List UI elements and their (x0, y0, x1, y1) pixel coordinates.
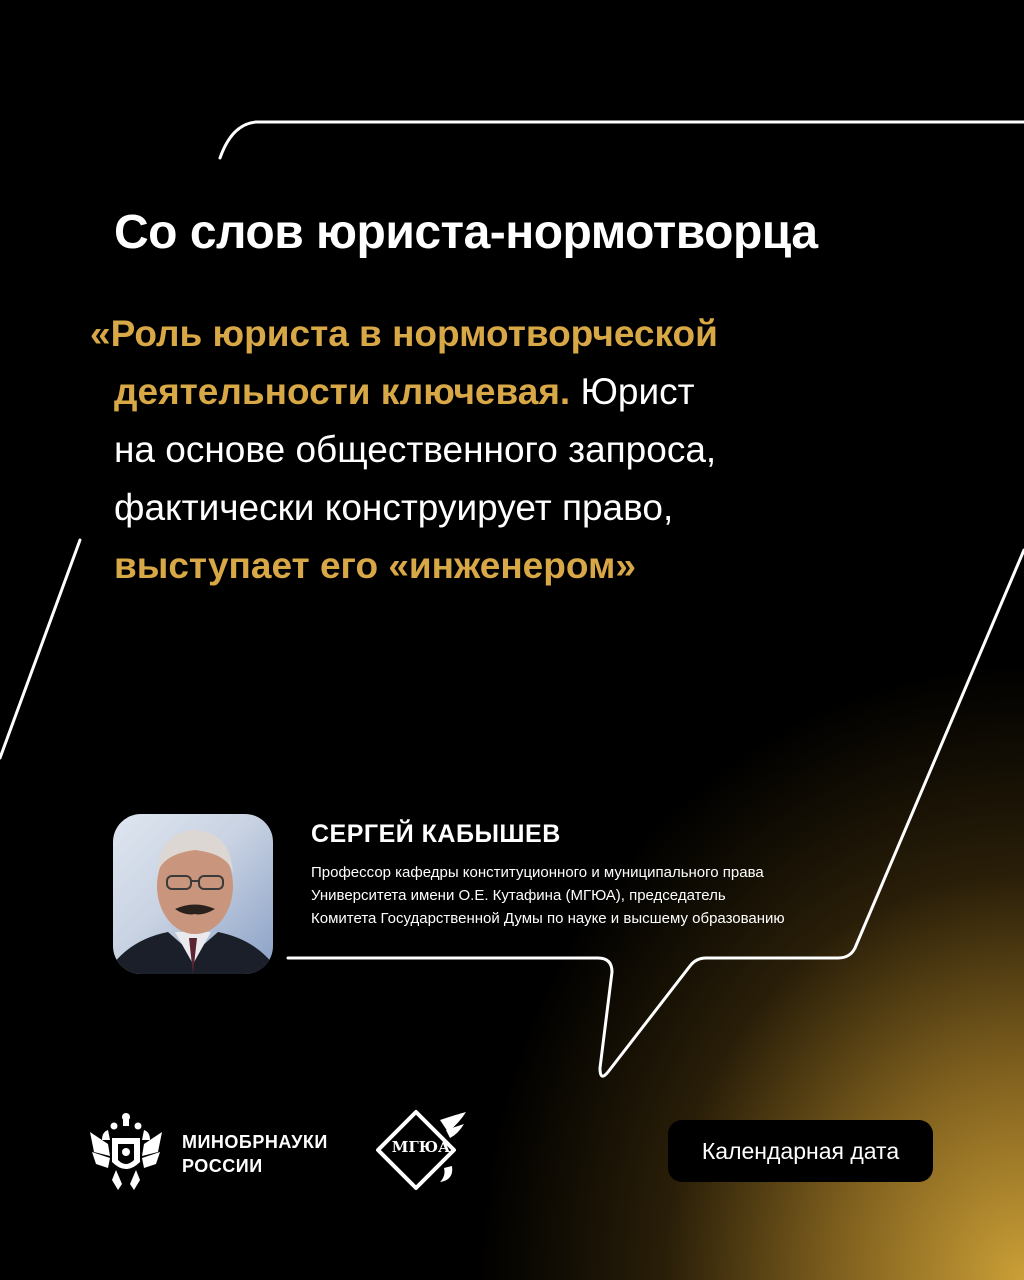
person-position-line: Комитета Государственной Думы по науке и высшему образованию (311, 910, 785, 927)
quote-block (90, 305, 830, 595)
person-position (311, 861, 891, 930)
quote-highlight: выступает его «инженером» (114, 545, 636, 586)
mgua-logo-text: МГЮА (391, 1138, 451, 1156)
person-photo-icon (113, 814, 273, 974)
quote-text: Юрист (570, 371, 695, 412)
quote-highlight: деятельности ключевая. (114, 371, 571, 412)
person-name: СЕРГЕЙ КАБЫШЕВ (311, 820, 561, 848)
ministry-name-line: РОССИИ (182, 1156, 263, 1176)
quote-text: на основе общественного запроса, (114, 429, 717, 470)
calendar-date-badge: Календарная дата (668, 1120, 933, 1182)
quote-highlight: «Роль юриста в нормотворческой (90, 313, 718, 354)
person-position-line: Университета имени О.Е. Кутафина (МГЮА), председатель (311, 887, 726, 904)
ministry-name (182, 1130, 328, 1178)
quote-text: фактически конструирует право, (114, 487, 674, 528)
ministry-name-line: МИНОБРНАУКИ (182, 1132, 328, 1152)
page-title: Со слов юриста-нормотворца (114, 206, 818, 259)
avatar (113, 814, 273, 974)
double-headed-eagle-emblem-icon (88, 1110, 164, 1192)
person-position-line: Профессор кафедры конституционного и муниципального права (311, 864, 764, 881)
